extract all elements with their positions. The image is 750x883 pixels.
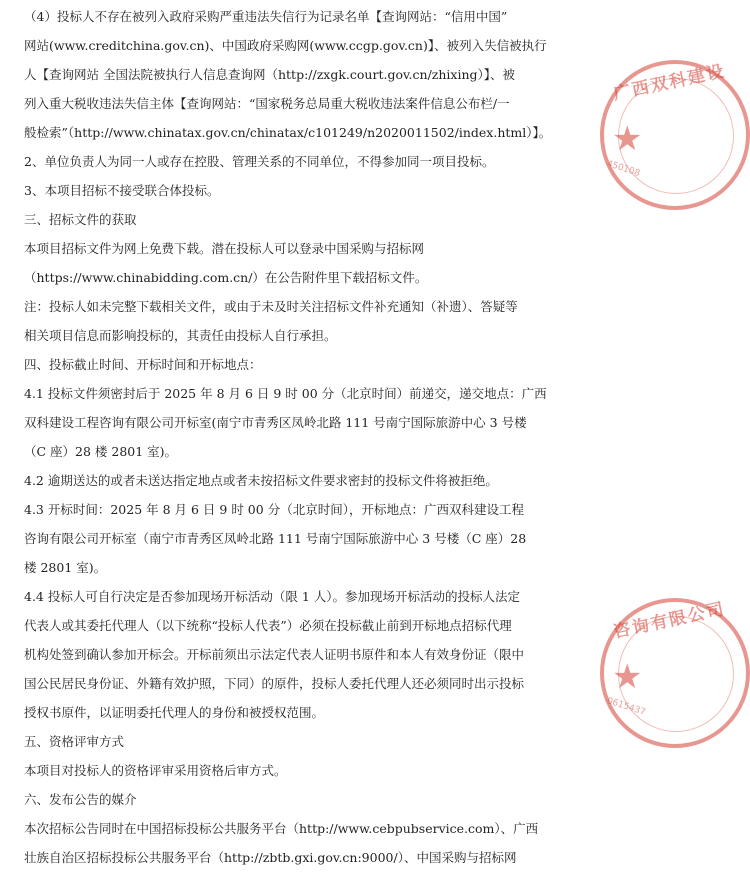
- text-line: 4.1 投标文件须密封后于 2025 年 8 月 6 日 9 时 00 分（北京时间）前递交，递交地点：广西: [24, 386, 547, 401]
- text-line: 般检索”（http://www.chinatax.gov.cn/chinatax/c101249/n2020011502/index.html）】。: [24, 125, 552, 140]
- text-line: 2、单位负责人为同一人或存在控股、管理关系的不同单位，不得参加同一项目投标。: [24, 154, 495, 169]
- text-line: （4）投标人不存在被列入政府采购严重违法失信行为记录名单【查询网站：“信用中国”: [24, 9, 508, 24]
- star-icon: ★: [612, 119, 643, 159]
- text-line: 4.2 逾期送达的或者未送达指定地点或者未按招标文件要求密封的投标文件将被拒绝。: [24, 473, 498, 488]
- seal-text: 咨询有限公司: [611, 599, 728, 643]
- document-body: [24, 10, 584, 880]
- seal-number: 450108: [605, 158, 642, 180]
- text-line: （C 座）28 楼 2801 室)。: [24, 444, 178, 459]
- text-line: 咨询有限公司开标室（南宁市青秀区凤岭北路 111 号南宁国际旅游中心 3 号楼（C 座）28: [24, 531, 527, 546]
- text-line: 列入重大税收违法失信主体【查询网站：“国家税务总局重大税收违法案件信息公布栏/一: [24, 96, 510, 111]
- text-line: 网站(www.creditchina.gov.cn)、中国政府采购网(www.ccgp.gov.cn)】、被列入失信被执行: [24, 38, 547, 53]
- text-line: 楼 2801 室)。: [24, 560, 107, 575]
- seal-text: 广西双科建设: [611, 61, 728, 105]
- section-heading: 六、发布公告的媒介: [24, 792, 137, 807]
- text-line: 注：投标人如未完整下载相关文件，或由于未及时关注招标文件补充通知（补遗）、答疑等: [24, 299, 518, 314]
- company-seal: [600, 598, 750, 748]
- text-line: 4.4 投标人可自行决定是否参加现场开标活动（限 1 人）。参加现场开标活动的投标人法定: [24, 589, 521, 604]
- text-line: 国公民居民身份证、外籍有效护照，下同）的原件，投标人委托代理人还必须同时出示投标: [24, 676, 525, 691]
- text-line: 本项目对投标人的资格评审采用资格后审方式。: [24, 763, 287, 778]
- text-line: 授权书原件，以证明委托代理人的身份和被授权范围。: [24, 705, 325, 720]
- section-heading: 五、资格评审方式: [24, 734, 125, 749]
- text-line: 本次招标公告同时在中国招标投标公共服务平台（http://www.cebpubservice.com）、广西: [24, 821, 539, 836]
- section-heading: 三、招标文件的获取: [24, 212, 137, 227]
- company-seal: [600, 60, 750, 210]
- section-heading: 四、投标截止时间、开标时间和开标地点：: [24, 357, 262, 372]
- text-line: 本项目招标文件为网上免费下载。潜在投标人可以登录中国采购与招标网: [24, 241, 425, 256]
- seal-inner-ring: [618, 78, 734, 194]
- text-line: 机构处签到确认参加开标会。开标前须出示法定代表人证明书原件和本人有效身份证（限中: [24, 647, 525, 662]
- seal-number: 0615437: [605, 696, 647, 718]
- text-line: 代表人或其委托代理人（以下统称“投标人代表”）必须在投标截止前到开标地点招标代理: [24, 618, 512, 633]
- seal-inner-ring: [618, 616, 734, 732]
- text-line: 3、本项目招标不接受联合体投标。: [24, 183, 220, 198]
- text-line: 壮族自治区招标投标公共服务平台（http://zbtb.gxi.gov.cn:9000/）、中国采购与招标网: [24, 850, 517, 865]
- text-line: 4.3 开标时间：2025 年 8 月 6 日 9 时 00 分（北京时间），开标地点：广西双科建设工程: [24, 502, 524, 517]
- text-line: 双科建设工程咨询有限公司开标室(南宁市青秀区凤岭北路 111 号南宁国际旅游中心 3 号楼: [24, 415, 527, 430]
- text-line: 人【查询网站 全国法院被执行人信息查询网（http://zxgk.court.gov.cn/zhixing）】、被: [24, 67, 516, 82]
- star-icon: ★: [612, 657, 643, 697]
- text-line: （https://www.chinabidding.com.cn/）在公告附件里下载招标文件。: [24, 270, 428, 285]
- text-line: 相关项目信息而影响投标的，其责任由投标人自行承担。: [24, 328, 337, 343]
